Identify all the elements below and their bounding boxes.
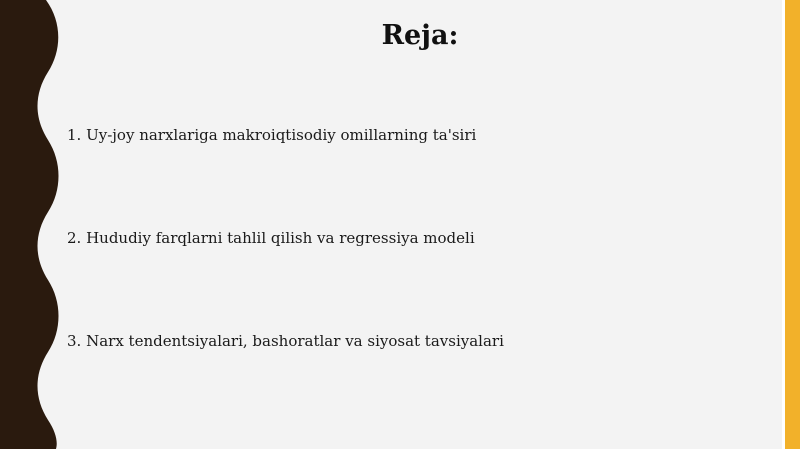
agenda-item-1: 1. Uy-joy narxlariga makroiqtisodiy omillarning ta'siri — [67, 126, 477, 144]
slide-title: Reja: — [381, 20, 459, 51]
wavy-band-shape — [0, 0, 59, 449]
left-wavy-band — [0, 0, 60, 449]
right-gold-stripe — [785, 0, 800, 449]
right-accent-band — [782, 0, 800, 449]
agenda-item-3: 3. Narx tendentsiyalari, bashoratlar va siyosat tavsiyalari — [67, 332, 504, 350]
agenda-item-2: 2. Hududiy farqlarni tahlil qilish va regressiya modeli — [67, 229, 475, 247]
